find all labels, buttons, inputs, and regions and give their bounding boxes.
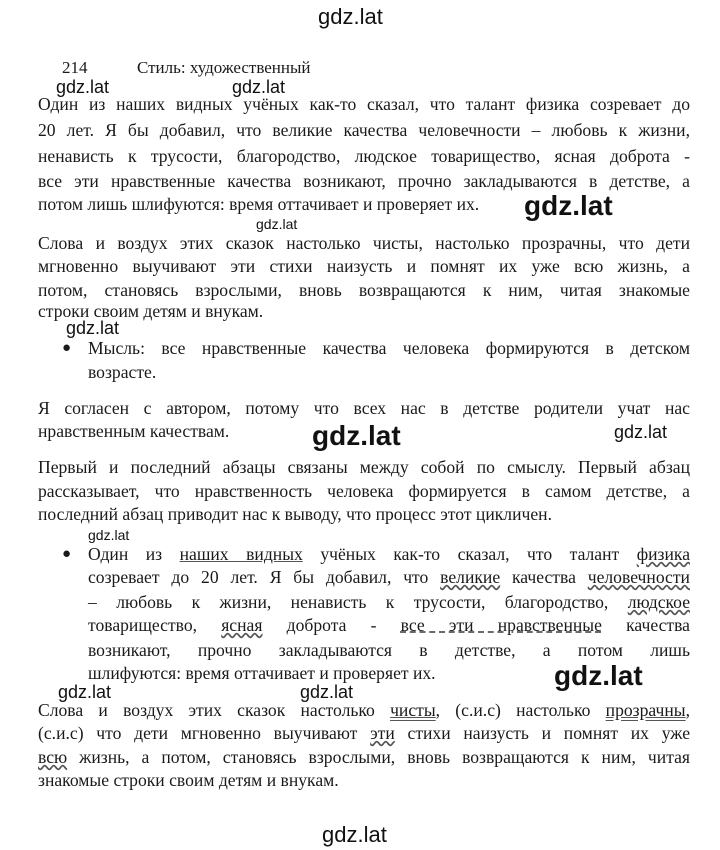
text-line: Один из наших видных учёных как-то сказал, что талант физика созревает до (38, 94, 690, 114)
text-line: созревает до 20 лет. Я бы добавил, что великие качества человечности (88, 567, 690, 587)
watermark: gdz.lat (554, 660, 643, 691)
text-line: Слова и воздух этих сказок настолько чисты, настолько прозрачны, что дети (38, 233, 690, 253)
watermark-top: gdz.lat (318, 4, 383, 29)
watermark: gdz.lat (614, 422, 668, 442)
text-line: товарищество, ясная доброта - все эти нравственные качества (88, 615, 690, 635)
text-line: возникают, прочно закладываются в детстве, а потом лишь (88, 640, 690, 660)
text-line: последний абзац приводит нас к выводу, что процесс этот цикличен. (38, 504, 552, 524)
watermark: gdz.lat (300, 682, 354, 702)
text-line: 20 лет. Я бы добавил, что великие качества человечности – любовь к жизни, (38, 120, 690, 140)
text-line: потом лишь шлифуются: время оттачивает и проверяет их. (38, 194, 480, 214)
text-line: всю жизнь, а потом, становясь взрослыми, вновь возвращаются к ним, читая (38, 747, 690, 767)
text-line: Я согласен с автором, потому что всех нас в детстве родители учат нас (38, 398, 690, 418)
text-line: рассказывает, что нравственность человека формируется в самом детстве, а (38, 481, 690, 501)
underlined-phrase: чисты (390, 700, 436, 720)
watermark: gdz.lat (58, 682, 112, 702)
text-line: шлифуются: время оттачивает и проверяет их. (88, 663, 436, 683)
text-line: Один из наших видных учёных как-то сказал, что талант физика (88, 544, 691, 564)
underlined-phrase: все эти нравственные (400, 615, 602, 635)
underlined-phrase: прозрачны (605, 700, 686, 720)
underlined-phrase: физика (636, 544, 691, 564)
text-line: Первый и последний абзацы связаны между собой по смыслу. Первый абзац (38, 457, 690, 477)
text-line: мгновенно выучивают эти стихи наизусть и помнят их уже всю жизнь, а (38, 256, 690, 276)
text-line: Мысль: все нравственные качества человека формируются в детском (88, 338, 690, 358)
text-line: все эти нравственные качества возникают, прочно закладываются в детстве, а (38, 171, 690, 191)
text-line: (с.и.с) что дети мгновенно выучивают эти стихи наизусть и помнят их уже (38, 723, 691, 743)
watermark: gdz.lat (312, 420, 401, 451)
bullet-marker: ● (62, 340, 72, 356)
watermark-bottom: gdz.lat (322, 822, 387, 847)
underlined-phrase: эти (370, 723, 395, 743)
text-line: знакомые строки своим детям и внукам. (38, 770, 339, 790)
text-line: – любовь к жизни, ненависть к трусости, благородство, людское (88, 592, 690, 612)
watermark: gdz.lat (232, 77, 286, 97)
text-line: Слова и воздух этих сказок настолько чисты, (с.и.с) настолько прозрачны, (38, 700, 691, 720)
underlined-phrase: великие (440, 567, 501, 587)
watermark: gdz.lat (56, 77, 110, 97)
text-line: ненависть к трусости, благородство, людское товарищество, ясная доброта - (38, 146, 690, 166)
underlined-phrase: людское (627, 592, 690, 612)
page-number: 214 (62, 58, 88, 77)
watermark: gdz.lat (88, 527, 130, 543)
underlined-phrase: наших видных (179, 544, 303, 564)
text-line: строки своим детям и внукам. (38, 301, 264, 321)
underlined-phrase: ясная (221, 615, 263, 635)
bullet-marker: ● (62, 546, 72, 562)
text-line: потом, становясь взрослыми, вновь возвращаются к ним, читая знакомые (38, 280, 690, 300)
underlined-phrase: всю (38, 747, 68, 767)
watermark: gdz.lat (256, 216, 298, 232)
underlined-phrase: человечности (587, 567, 690, 587)
text-line: нравственным качествам. (38, 421, 230, 441)
watermark: gdz.lat (66, 318, 120, 338)
watermark: gdz.lat (524, 190, 613, 221)
style-label: Стиль: художественный (137, 58, 311, 77)
text-line: возрасте. (88, 362, 157, 382)
